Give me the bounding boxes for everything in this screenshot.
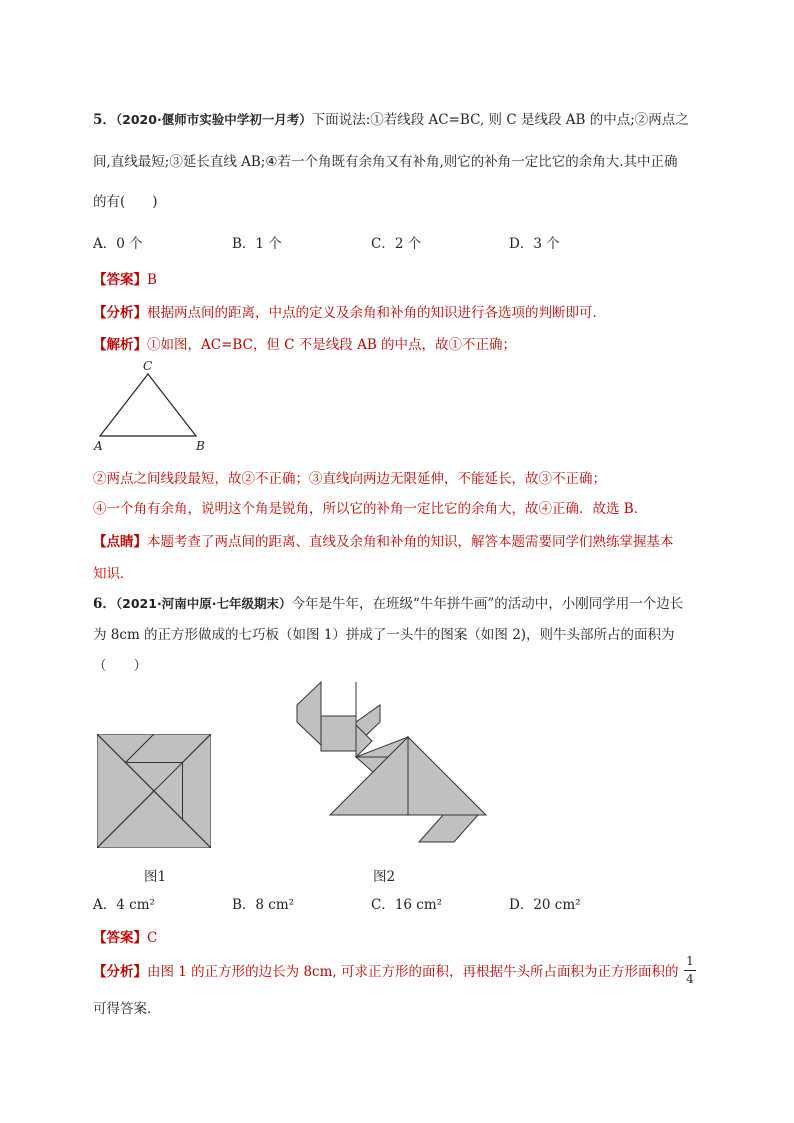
ox-leg-parallelogram <box>419 815 478 842</box>
fraction-numerator: 1 <box>686 954 694 968</box>
q5-answer-tag: 【答案】 <box>93 272 147 288</box>
fig1-caption: 图1 <box>144 869 167 885</box>
q5-analysis <box>93 301 606 321</box>
fraction-bar <box>684 970 696 971</box>
label-a: A <box>94 439 103 453</box>
ox-head-square <box>321 716 356 751</box>
q6-analysis-tag: 【分析】 <box>93 964 147 980</box>
q6-answer <box>93 926 157 946</box>
tangram-square-figure <box>97 734 211 848</box>
q6-source: （2021·河南中原·七年级期末） <box>115 596 292 611</box>
q5-source: （2020·偃师市实验中学初一月考） <box>115 112 312 127</box>
q5-solution-text1: ①如图，AC=BC，但 C 不是线段 AB 的中点，故①不正确； <box>147 337 517 353</box>
q6-option-c: C．16 cm² <box>371 897 443 913</box>
q5-comment-tag: 【点睛】 <box>93 534 147 550</box>
q6-stem-line2: 为 8cm 的正方形做成的七巧板（如图 1）拼成了一头牛的图案（如图 2)，则牛头部所占的面积为 <box>93 627 675 643</box>
q5-answer-value: B <box>147 272 157 288</box>
q5-solution-line2: ②两点之间线段最短，故②不正确；③直线向两边无限延伸，不能延长，故③不正确； <box>93 471 606 487</box>
q5-triangle-figure <box>90 358 220 453</box>
label-c: C <box>143 359 153 373</box>
ox-body-large-right <box>408 737 486 815</box>
q5-option-d: D．3 个 <box>509 236 560 252</box>
q5-comment-text1: 本题考查了两点间的距离、直线及余角和补角的知识，解答本题需要同学们熟练掌握基本 <box>147 534 674 550</box>
label-b: B <box>196 439 205 453</box>
q5-stem-line1 <box>93 108 689 128</box>
q5-solution-line1 <box>93 333 516 353</box>
q5-number: 5． <box>93 112 116 128</box>
q5-stem-text1: 下面说法:①若线段 AC=BC, 则 C 是线段 AB 的中点;②两点之 <box>311 112 689 128</box>
q6-answer-tag: 【答案】 <box>93 930 147 946</box>
q5-stem-line3: 的有( ) <box>93 194 158 210</box>
triangle-abc <box>100 374 196 436</box>
q6-analysis-line1 <box>93 960 679 980</box>
q6-analysis-line2: 可得答案． <box>93 1001 161 1017</box>
q5-analysis-text: 根据两点间的距离，中点的定义及余角和补角的知识进行各选项的判断即可． <box>147 305 606 321</box>
q5-solution-tag: 【解析】 <box>93 337 147 353</box>
q5-stem-line2: 间,直线最短;③延长直线 AB;④若一个角既有余角又有补角,则它的补角一定比它的余角大.其中正确 <box>93 154 678 170</box>
tangram-ox-figure <box>292 680 492 850</box>
fig2-caption: 图2 <box>373 869 396 885</box>
q6-stem-line1 <box>93 592 683 612</box>
q5-solution-line3: ④一个角有余角，说明这个角是锐角，所以它的补角一定比它的余角大，故④正确．故选 B． <box>93 501 648 517</box>
q6-answer-value: C <box>147 930 158 946</box>
q6-option-d: D．20 cm² <box>509 897 581 913</box>
q6-option-a: A．4 cm² <box>93 897 155 913</box>
q5-option-c: C．2 个 <box>371 236 422 252</box>
q5-comment-line2: 知识． <box>93 566 134 582</box>
q5-answer <box>93 268 157 288</box>
q6-number: 6． <box>93 596 116 612</box>
q6-analysis-text: 由图 1 的正方形的边长为 8cm, 可求正方形的面积，再根据牛头所占面积为正方形面积的 <box>147 964 679 980</box>
q6-stem-line3: （ ） <box>93 658 147 674</box>
q5-option-a: A．0 个 <box>93 236 143 252</box>
q5-analysis-tag: 【分析】 <box>93 305 147 321</box>
q5-option-b: B．1 个 <box>232 236 282 252</box>
fraction-denominator: 4 <box>686 972 694 986</box>
q6-stem-text1: 今年是牛年，在班级“牛年拼牛画”的活动中，小刚同学用一个边长 <box>291 596 684 612</box>
q5-comment-line1 <box>93 530 674 550</box>
q6-option-b: B．8 cm² <box>232 897 295 913</box>
